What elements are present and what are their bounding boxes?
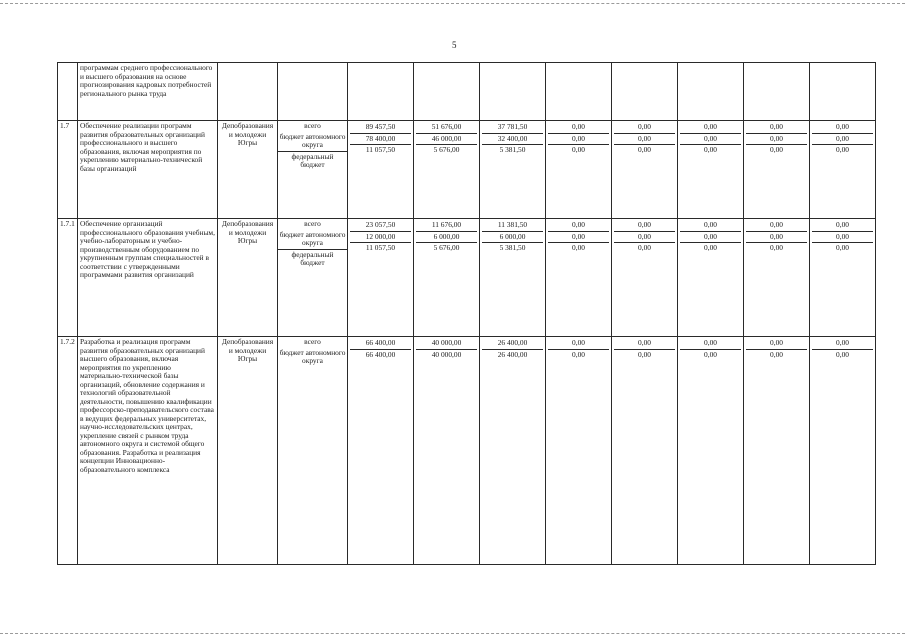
source-label: бюджет автономного округа — [279, 131, 346, 149]
scan-edge-top — [0, 3, 905, 4]
value-cell — [612, 63, 678, 121]
value-cell: 0,00 0,00 — [546, 337, 612, 565]
value-cell: 37 781,50 32 400,00 5 381,50 — [480, 121, 546, 219]
row-executor: Депобразования и молодежи Югры — [218, 337, 278, 565]
row-number — [58, 63, 78, 121]
source-label: бюджет автономного округа — [279, 229, 346, 247]
value-cell — [546, 63, 612, 121]
table-row — [58, 121, 876, 219]
value-cell: 0,00 0,00 0,00 — [678, 219, 744, 337]
table-row — [58, 219, 876, 337]
source-label: всего — [304, 337, 321, 346]
value-cell — [678, 63, 744, 121]
value-cell: 0,00 0,00 — [744, 337, 810, 565]
value-cell: 0,00 0,00 0,00 — [612, 219, 678, 337]
row-source — [278, 219, 348, 337]
row-source — [278, 63, 348, 121]
value-cell: 0,00 0,00 0,00 — [546, 121, 612, 219]
row-executor: Депобразования и молодежи Югры — [218, 219, 278, 337]
row-source — [278, 337, 348, 565]
value-cell: 0,00 0,00 0,00 — [744, 121, 810, 219]
value-cell: 51 676,00 46 000,00 5 676,00 — [414, 121, 480, 219]
value-cell: 0,00 0,00 — [810, 337, 876, 565]
value-cell: 0,00 0,00 0,00 — [612, 121, 678, 219]
source-label: федеральный бюджет — [278, 249, 347, 269]
row-source — [278, 121, 348, 219]
row-name: программам среднего профессионального и высшего образования на основе прогнозирования кадровых потребностей регионального рынка труда — [78, 63, 218, 121]
table-row — [58, 63, 876, 121]
value-cell — [744, 63, 810, 121]
row-number: 1.7 — [58, 121, 78, 219]
value-cell: 0,00 0,00 0,00 — [810, 121, 876, 219]
value-cell: 11 676,00 6 000,00 5 676,00 — [414, 219, 480, 337]
value-cell — [810, 63, 876, 121]
value-cell: 89 457,50 78 400,00 11 057,50 — [348, 121, 414, 219]
value-cell: 26 400,00 26 400,00 — [480, 337, 546, 565]
value-cell: 0,00 0,00 0,00 — [744, 219, 810, 337]
row-name: Обеспечение организаций профессионального образования учебным, учебно-лабораторным и учебно-производственным оборудованием по укрупненным группам специальностей в соответствии с утвержденными программами развития организаций — [78, 219, 218, 337]
value-cell: 0,00 0,00 — [678, 337, 744, 565]
row-number: 1.7.1 — [58, 219, 78, 337]
value-cell: 0,00 0,00 0,00 — [678, 121, 744, 219]
value-cell: 0,00 0,00 0,00 — [546, 219, 612, 337]
value-cell — [348, 63, 414, 121]
value-cell: 40 000,00 40 000,00 — [414, 337, 480, 565]
value-cell: 66 400,00 66 400,00 — [348, 337, 414, 565]
value-cell: 11 381,50 6 000,00 5 381,50 — [480, 219, 546, 337]
table-row — [58, 337, 876, 565]
value-cell: 0,00 0,00 0,00 — [810, 219, 876, 337]
row-name: Обеспечение реализации программ развития образовательных организаций профессионального и высшего образования, включая мероприятия по укреплению материально-технической базы организаций — [78, 121, 218, 219]
value-cell: 0,00 0,00 — [612, 337, 678, 565]
row-name: Разработка и реализация программ развития образовательных организаций высшего образования, включая мероприятия по укреплению материально-технической базы организаций, обновление содержания и технологий образовательной деятельности, повышению квалификации профессорско-преподавательского состава в ведущих федеральных университетах, научно-исследовательских центрах, укрепление связей с рынком труда автономного округа и системой общего образования. Разработка и реализация концепции Инновационно-образовательного комплекса — [78, 337, 218, 565]
source-label: бюджет автономного округа — [279, 347, 346, 365]
row-executor: Депобразования и молодежи Югры — [218, 121, 278, 219]
budget-table — [57, 62, 876, 565]
value-cell — [414, 63, 480, 121]
source-label: федеральный бюджет — [278, 151, 347, 171]
page-number: 5 — [452, 40, 457, 50]
value-cell: 23 057,50 12 000,00 11 057,50 — [348, 219, 414, 337]
value-cell — [480, 63, 546, 121]
source-label: всего — [304, 219, 321, 228]
scan-edge-bottom — [0, 633, 905, 634]
row-executor — [218, 63, 278, 121]
row-number: 1.7.2 — [58, 337, 78, 565]
source-label: всего — [304, 121, 321, 130]
